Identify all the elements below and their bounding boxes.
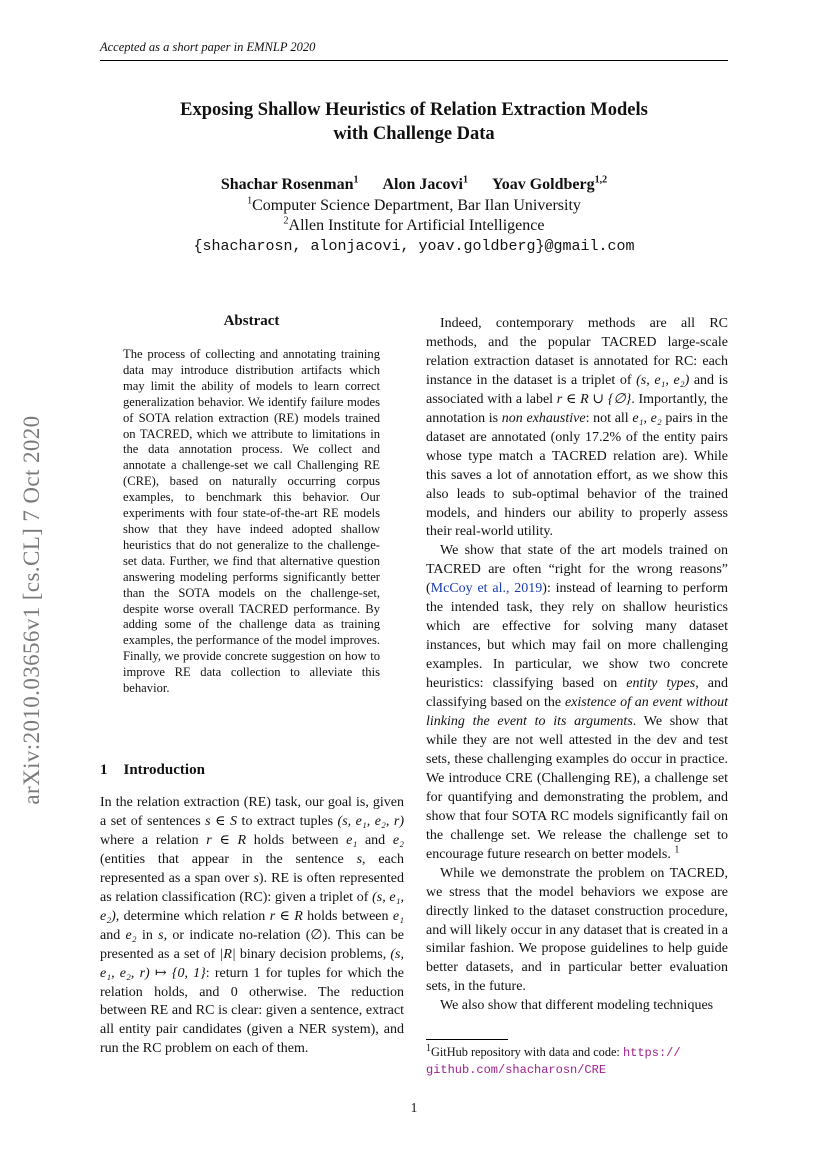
citation-link[interactable]: McCoy et al., 2019 bbox=[430, 581, 543, 597]
affiliation-2 bbox=[100, 216, 728, 237]
title-line-2: with Challenge Data bbox=[333, 124, 495, 144]
body-paragraph-3: While we demonstrate the problem on TACRED, we stress that the model behaviors we expose are directly linked to the dataset construction procedure, and will likely occur in any dataset that is created in a similar fashion. We propose guidelines to help guide better datasets, and in particular better evaluation sets, in the future. bbox=[426, 865, 728, 995]
affiliation-1-text: Computer Science Department, Bar Ilan University bbox=[252, 196, 581, 214]
author-2-aff: 1 bbox=[462, 174, 468, 186]
author-3-aff: 1,2 bbox=[594, 174, 608, 186]
body-paragraph-2: We show that state of the art models trained on TACRED are often “right for the wrong reasons” (McCoy et al., 2019): instead of learning to perform the intended task, they rely on shallow heuristics which are effective for solving many dataset instances, but which may fail on more challenging examples. In particular, we show two concrete heuristics: classifying based on entity types, and classifying based on the existence of an event without linking the event to its arguments. We show that while they are not well attested in the dev and test sets, these challenging examples do occur in practice. We introduce CRE (Challenging RE), a challenge set for quantifying and demonstrating the problem, and show that four SOTA RC models significantly fail on the challenge set. We release the challenge set to encourage future research on better models. $^1$ bbox=[426, 543, 728, 862]
affiliation-1-mark: 1 bbox=[247, 195, 253, 207]
footnote-url-1[interactable]: https:// bbox=[622, 1046, 681, 1060]
author-block bbox=[100, 175, 728, 257]
abstract-heading: Abstract bbox=[223, 313, 280, 329]
section-title: Introduction bbox=[123, 762, 205, 778]
author-names bbox=[100, 175, 728, 196]
header-rule bbox=[100, 60, 728, 61]
author-1-aff: 1 bbox=[353, 174, 359, 186]
footnote-ref: 1 bbox=[674, 844, 680, 856]
footnote-mark: 1 bbox=[426, 1042, 431, 1054]
affiliation-1 bbox=[100, 196, 728, 217]
paper-title bbox=[100, 98, 728, 146]
author-emails: {shacharosn, alonjacovi, yoav.goldberg}@gmail.com bbox=[193, 237, 635, 255]
section-number: 1 bbox=[100, 762, 108, 778]
page-number: 1 bbox=[410, 1100, 418, 1115]
footnote-rule bbox=[426, 1039, 508, 1040]
footnote bbox=[426, 1044, 728, 1078]
author-2-name: Alon Jacovi bbox=[382, 176, 463, 193]
author-1 bbox=[221, 176, 359, 193]
abstract-text: The process of collecting and annotating training data may introduce distribution artifacts which may limit the ability of models to learn correct generalization behavior. We identify failure modes of SOTA relation extraction (RE) models trained on TACRED, which we attribute to limitations in the data annotation process. We collect and annotate a challenge-set we call Challenging RE (CRE), based on naturally occurring corpus examples, to benchmark this behavior. Our experiments with four state-of-the-art RE models show that they have indeed adopted shallow heuristics that do not generalize to the challenge-set data. Further, we find that alternative question answering modeling performs significantly better than the SOTA models on the challenge-set, despite worse overall TACRED performance. By adding some of the challenge data as training examples, the performance of the model improves. Finally, we provide concrete suggestion on how to improve RE data collection to alleviate this behavior. bbox=[123, 347, 380, 696]
footnote-text: GitHub repository with data and code: bbox=[431, 1045, 623, 1059]
author-2 bbox=[383, 176, 468, 193]
body-paragraph-4: We also show that different modeling techniques bbox=[440, 998, 714, 1014]
title-line-1: Exposing Shallow Heuristics of Relation Extraction Models bbox=[180, 100, 648, 120]
arxiv-stamp bbox=[2, 375, 62, 845]
section-heading bbox=[100, 762, 205, 779]
author-3-name: Yoav Goldberg bbox=[491, 176, 595, 193]
arxiv-id: arXiv:2010.03656v1 [cs.CL] 7 Oct 2020 bbox=[19, 415, 44, 805]
right-column bbox=[426, 315, 728, 1016]
header-note: Accepted as a short paper in EMNLP 2020 bbox=[100, 40, 316, 54]
affiliation-2-text: Allen Institute for Artificial Intelligence bbox=[288, 217, 545, 234]
affiliation-2-mark: 2 bbox=[283, 215, 289, 227]
body-paragraph-1: Indeed, contemporary methods are all RC methods, and the popular TACRED large-scale relation extraction dataset is annotated for RC: each instance in the dataset is a triplet of (s, e₁, e₂) and is associated with a label r ∈ R ∪ {∅}. Importantly, the annotation is non exhaustive: not all e₁, e₂ pairs in the dataset are annotated (only 17.2% of the entity pairs whose type match a TACRED relation are). While this saves a lot of annotation effort, as we show this also leads to sub-optimal behavior of the trained models, and hinders our ability to properly assess their real-world utility. bbox=[426, 316, 728, 540]
author-1-name: Shachar Rosenman bbox=[220, 176, 354, 193]
footnote-url-2[interactable]: github.com/shacharosn/CRE bbox=[426, 1063, 607, 1077]
author-3 bbox=[492, 176, 607, 193]
intro-paragraph-1: In the relation extraction (RE) task, our goal is, given a set of sentences s ∈ S to extract tuples (s, e₁, e₂, r) where a relation r ∈ R holds between e₁ and e₂ (entities that appear in the sentence s, each represented as a span over s). RE is often represented as relation classification (RC): given a triplet of (s, e₁, e₂), determine which relation r ∈ R holds between e₁ and e₂ in s, or indicate no-relation (∅). This can be presented as a set of |R| binary decision problems, (s, e₁, e₂, r) ↦ {0, 1}: return 1 for tuples for which the relation holds, and 0 otherwise. The reduction between RE and RC is clear: given a sentence, extract all entity pair candidates (given a NER system), and run the RC problem on each of them. bbox=[100, 795, 405, 1057]
left-column bbox=[100, 794, 404, 1059]
